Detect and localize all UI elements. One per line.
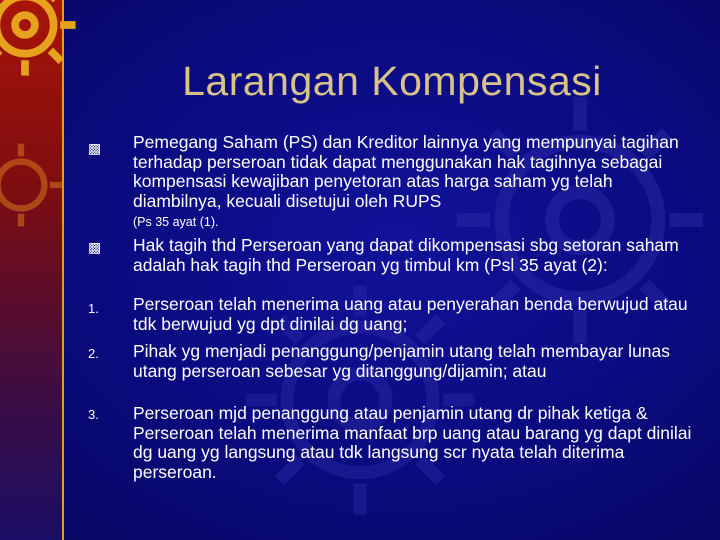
list-item: Pihak yg menjadi penanggung/penjamin utang telah membayar lunas utang perseroan sebesar yg ditanggung/dijamin; atau bbox=[133, 341, 671, 381]
gear-icon bbox=[0, 140, 66, 230]
list-number: 3. bbox=[88, 407, 99, 422]
list-item: Pemegang Saham (PS) dan Kreditor lainnya yang mempunyai tagihan terhadap perseroan tidak dapat menggunakan hak tagihnya sebagai kompensasi kewajiban penyetoran atas harga saham yg telah diambilnya, kecuali disetujui oleh RUPS (Ps 35 ayat (1). bbox=[133, 132, 679, 229]
left-accent-stripe bbox=[0, 0, 62, 540]
slide-title: Larangan Kompensasi bbox=[182, 58, 602, 104]
list-item: Perseroan mjd penanggung atau penjamin utang dr pihak ketiga & Perseroan telah menerima manfaat brp uang atau barang yg dapt dinilai dg uang yg langsung atau tdk langsung scr nyata telah diterima perseroan. bbox=[133, 403, 692, 482]
checkerboard-bullet-icon: ▩ bbox=[88, 140, 102, 156]
list-number: 1. bbox=[88, 301, 99, 316]
list-number: 2. bbox=[88, 346, 99, 361]
list-item-note: (Ps 35 ayat (1). bbox=[133, 215, 219, 229]
list-item: Perseroan telah menerima uang atau penyerahan benda berwujud atau tdk berwujud yg dpt dinilai dg uang; bbox=[133, 294, 688, 334]
list-item: Hak tagih thd Perseroan yang dapat dikompensasi sbg setoran saham adalah hak tagih thd Perseroan yg timbul km (Psl 35 ayat (2): bbox=[133, 235, 679, 275]
checkerboard-bullet-icon: ▩ bbox=[88, 239, 102, 255]
